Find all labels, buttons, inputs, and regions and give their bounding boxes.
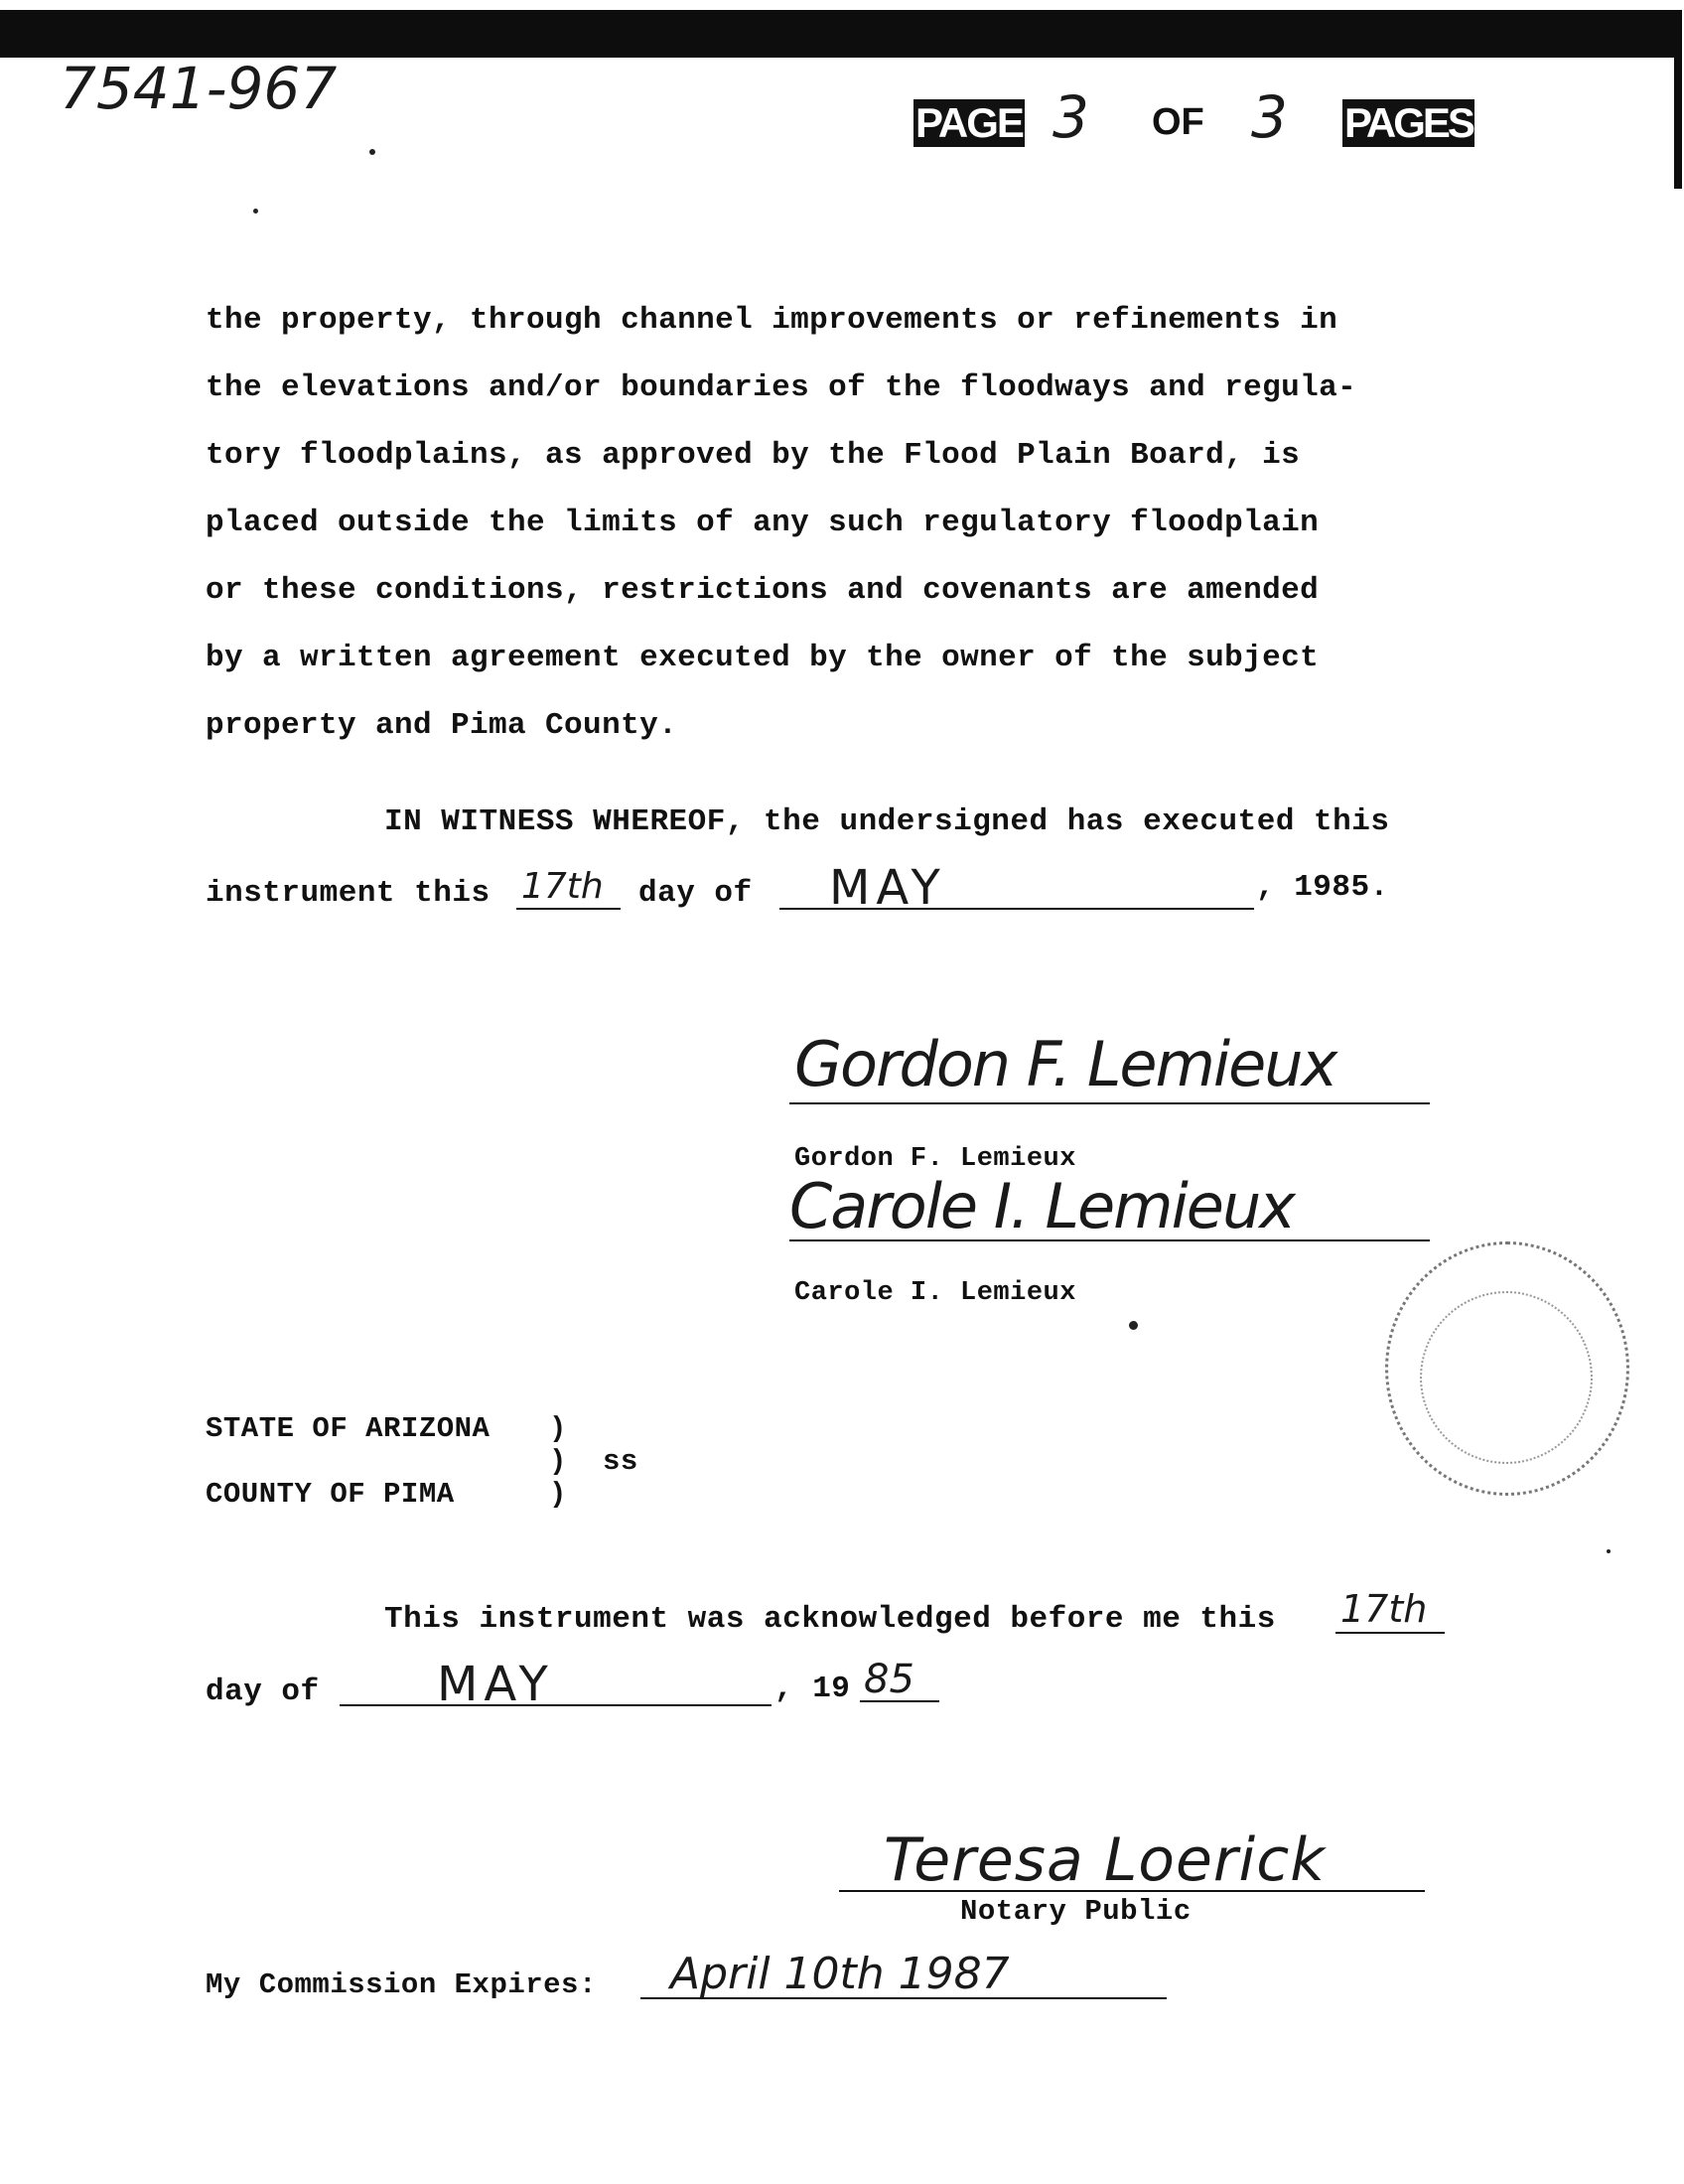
commission-label: My Commission Expires: (206, 1968, 597, 2001)
ack-month: MAY (437, 1657, 554, 1712)
ack-day: 17th (1340, 1587, 1428, 1631)
witness-day: 17th (521, 866, 604, 907)
signer-name-carole: Carole I. Lemieux (794, 1278, 1076, 1308)
notary-signature: Teresa Loerick (884, 1825, 1326, 1895)
scan-border-top (0, 10, 1678, 58)
venue-paren: ) (549, 1478, 567, 1511)
signer-name-gordon: Gordon F. Lemieux (794, 1144, 1076, 1174)
of-label: OF (1152, 101, 1204, 143)
ack-year: 85 (864, 1657, 914, 1702)
signature-line-carole (789, 1239, 1430, 1241)
scan-border-right (1674, 10, 1682, 189)
body-line: the property, through channel improvements or refinements in (206, 303, 1338, 338)
ack-day-of-label: day of (206, 1674, 320, 1709)
body-line: placed outside the limits of any such regulatory floodplain (206, 506, 1320, 540)
scan-speck (1129, 1321, 1138, 1330)
venue-county: COUNTY OF PIMA (206, 1478, 455, 1511)
body-line: by a written agreement executed by the owner of the subject (206, 641, 1320, 675)
body-line: tory floodplains, as approved by the Flood Plain Board, is (206, 438, 1301, 473)
notary-seal-inner (1420, 1291, 1593, 1464)
witness-day-line (516, 908, 621, 910)
signature-gordon: Gordon F. Lemieux (794, 1028, 1336, 1100)
witness-day-of-label: day of (638, 876, 753, 911)
witness-prefix: instrument this (206, 876, 491, 911)
scan-speck (253, 209, 258, 214)
venue-state: STATE OF ARIZONA (206, 1412, 491, 1445)
witness-year: , 1985. (1256, 870, 1389, 905)
signature-line-gordon (789, 1102, 1430, 1104)
pages-label: PAGES (1344, 99, 1473, 146)
scan-speck (1607, 1549, 1611, 1553)
venue-paren: ) (549, 1412, 567, 1445)
notary-title: Notary Public (960, 1895, 1192, 1928)
ack-day-line (1335, 1632, 1445, 1634)
total-pages: 3 (1251, 83, 1288, 151)
witness-line: IN WITNESS WHEREOF, the undersigned has executed this (384, 804, 1390, 839)
ack-year-prefix: , 19 (774, 1672, 851, 1706)
ack-line: This instrument was acknowledged before me this (384, 1602, 1276, 1637)
body-line: or these conditions, restrictions and covenants are amended (206, 573, 1320, 608)
body-line: the elevations and/or boundaries of the floodways and regula- (206, 370, 1357, 405)
notary-signature-line (839, 1890, 1425, 1892)
commission-date: April 10th 1987 (670, 1949, 1010, 1999)
page-number: 3 (1052, 83, 1089, 151)
ack-month-line (340, 1704, 772, 1706)
page-label: PAGE (915, 99, 1023, 146)
venue-ss: ss (603, 1445, 638, 1478)
body-line: property and Pima County. (206, 708, 678, 743)
witness-month: MAY (829, 860, 946, 916)
venue-paren: ) (549, 1445, 567, 1478)
signature-carole: Carole I. Lemieux (789, 1170, 1294, 1242)
document-number: 7541-967 (60, 55, 338, 122)
scan-speck (369, 149, 375, 155)
